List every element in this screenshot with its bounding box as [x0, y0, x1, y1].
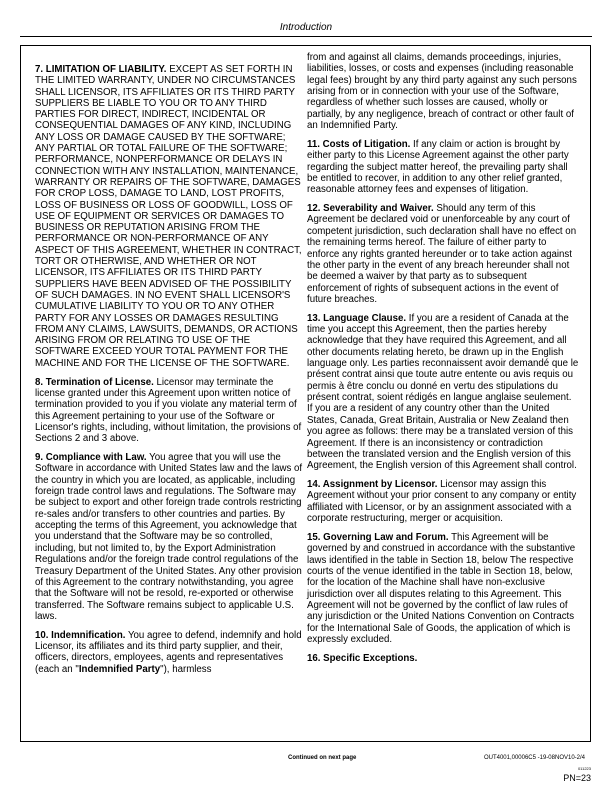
- section-15-body: This Agreement will be governed by and construed in accordance with the substantive laws identified in the table in Section 18, below The respective courts of the venue identified in the table in Section 18, below, for the location of the Machine shall have non-exclusive jurisdiction over all disputes relating to this Agreement. This Agreement will not be governed by the conflict of law rules of any jurisdiction or the United Nations Convention on Contracts for the International Sale of Goods, the application of which is expressly excluded.: [307, 531, 576, 645]
- continued-notice: Continued on next page: [288, 755, 357, 761]
- section-14-heading: 14. Assignment by Licensor.: [307, 479, 438, 491]
- header-title: Introduction: [279, 22, 333, 33]
- page-number: PN=23: [563, 773, 591, 783]
- section-12-body: Should any term of this Agreement be declared void or unenforceable by any court of competent jurisdiction, such declaration shall have no effect on the remaining terms hereof. The failure of either party to enforce any rights granted hereunder or to take action against the other party in the event of any breach hereunder shall not be deemed a waiver by that party as to subsequent enforcement of rights of subsequent actions in the event of future breaches.: [307, 203, 577, 305]
- section-14-body: Licensor may assign this Agreement without your prior consent to any company or entity affiliated with Licensor, or by an assignment associated with a corporate restructuring, merger or acquisition.: [307, 479, 577, 525]
- section-15-heading: 15. Governing Law and Forum.: [307, 531, 449, 543]
- section-8: [35, 377, 303, 445]
- section-7-heading: 7. LIMITATION OF LIABILITY.: [35, 64, 167, 75]
- content-frame: [20, 45, 591, 742]
- section-10-heading: 10. Indemnification.: [35, 629, 126, 641]
- section-9-body: You agree that you will use the Software in accordance with United States law and the laws of the country in which you are located, as applicable, including foreign trade control laws and regulations. The Software may be subject to export and other foreign trade controls restricting re-sales and/or transfers to other countries and parties. By accepting the terms of this Agreement, you acknowledge that you understand that the Software may be so controlled, including, but not limited to, by the Export Administration Regulations and/or the foreign trade control regulations of the Treasury Department of the United States. Any other provision of this Agreement to the contrary notwithstanding, you agree that the Software will not be resold, re-exported or otherwise transferred. The Software remains subject to applicable U.S. laws.: [35, 452, 303, 622]
- section-11: [307, 139, 579, 196]
- section-11-heading: 11. Costs of Litigation.: [307, 138, 411, 150]
- right-column: [307, 52, 579, 672]
- section-15: [307, 532, 579, 645]
- page-header: [0, 0, 612, 40]
- section-12-heading: 12. Severability and Waiver.: [307, 203, 434, 215]
- section-9-heading: 9. Compliance with Law.: [35, 452, 147, 464]
- section-8-heading: 8. Termination of License.: [35, 376, 154, 388]
- left-column: [35, 64, 303, 683]
- header-rule: [20, 36, 592, 37]
- section-13: [307, 313, 579, 472]
- section-8-body: Licensor may terminate the license granted under this Agreement upon written notice of termination provided to you if you violate any material term of this Agreement pertaining to your use of the Software or Licensor's rights, including, without limitation, the provisions of Sections 2 and 3 above.: [35, 376, 302, 445]
- section-7: [35, 64, 303, 369]
- section-12: [307, 203, 579, 305]
- small-code: 011223: [577, 766, 591, 771]
- section-7-body: EXCEPT AS SET FORTH IN THE LIMITED WARRANTY, UNDER NO CIRCUMSTANCES SHALL LICENSOR, ITS AFFILIATES OR ITS THIRD PARTY SUPPLIERS BE LIABLE TO YOU OR TO ANY THIRD PARTIES FOR DIRECT, INDIRECT, INCIDENTAL OR CONSEQUENTIAL DAMAGES OF ANY KIND, INCLUDING ANY LOSS OR DAMAGE CAUSED BY THE SOFTWARE; ANY PARTIAL OR TOTAL FAILURE OF THE SOFTWARE; PERFORMANCE, NONPERFORMANCE OR DELAYS IN CONNECTION WITH ANY INSTALLATION, MAINTENANCE, WARRANTY OR REPAIRS OF THE SOFTWARE, DAMAGES FOR CROP LOSS, DAMAGE TO LAND, LOST PROFITS, LOSS OF BUSINESS OR LOSS OF GOODWILL, LOSS OF USE OF EQUIPMENT OR SERVICES OR DAMAGES TO BUSINESS OR REPUTATION ARISING FROM THE PERFORMANCE OR NON-PERFORMANCE OF ANY ASPECT OF THIS AGREEMENT, WHETHER IN CONTRACT, TORT OR OTHERWISE, AND WHETHER OR NOT LICENSOR, ITS AFFILIATES OR ITS THIRD PARTY SUPPLIERS HAVE BEEN ADVISED OF THE POSSIBILITY OF SUCH DAMAGES. IN NO EVENT SHALL LICENSOR'S CUMULATIVE LIABILITY TO YOU OR TO ANY OTHER PARTY FOR ANY LOSSES OR DAMAGES RESULTING FROM ANY CLAIMS, LAWSUITS, DEMANDS, OR ACTIONS ARISING FROM OR RELATING TO USE OF THE SOFTWARE EXCEED YOUR TOTAL PAYMENT FOR THE MACHINE AND FOR THE LICENSE OF THE SOFTWARE.: [35, 64, 302, 369]
- section-11-body: If any claim or action is brought by either party to this License Agreement against the other party regarding the subject matter hereof, the prevailing party shall be entitled to recover, in addition to any other relief granted, reasonable attorney fees and expenses of litigation.: [307, 138, 569, 196]
- section-10-continued: from and against all claims, demands proceedings, injuries, liabilities, losses, or costs and expenses (including reasonable legal fees) brought by any third party against any such persons arising from or in connection with your use of the Software, regardless of whether such losses are caused, wholly or partially, by any negligence, breach of contract or other fault of an Indemnified Party.: [307, 52, 577, 132]
- section-16-heading: 16. Specific Exceptions.: [307, 652, 418, 664]
- section-9: [35, 452, 303, 622]
- document-code: OUT4001,00006C5 -19-08NOV10-2/4: [483, 755, 585, 761]
- section-10-body-before: You agree to defend, indemnify and hold Licensor, its affiliates and its third party supplier, and their, officers, directors, employees, agents and representatives (each an ": [35, 629, 302, 675]
- section-13-heading: 13. Language Clause.: [307, 312, 407, 324]
- indemnified-party-term: Indemnified Party: [78, 663, 161, 675]
- section-14: [307, 479, 579, 524]
- section-13-body: If you are a resident of Canada at the time you accept this Agreement, then the parties hereby acknowledge that they have required this Agreement, and all other documents relating hereto, be drawn up in the English language only. Les parties reconnaissent avoir demandé que le présent contrat ainsi que toute autre entente ou avis requis ou permis à être conclu ou donné en vertu des stipulations du présent contrat, soient rédigés en langue anglaise seulement. If you are a resident of any country other than the United States, Canada, Great Britain, Australia or New Zealand then you agree as follows: there may be a translated version of this Agreement. If there is an inconsistency or contradiction between the translated version and the English version of this Agreement, the English version of this Agreement shall control.: [307, 312, 579, 472]
- section-10: [35, 630, 303, 675]
- section-16: [307, 653, 579, 664]
- section-10-body-after: "), harmless: [160, 663, 212, 675]
